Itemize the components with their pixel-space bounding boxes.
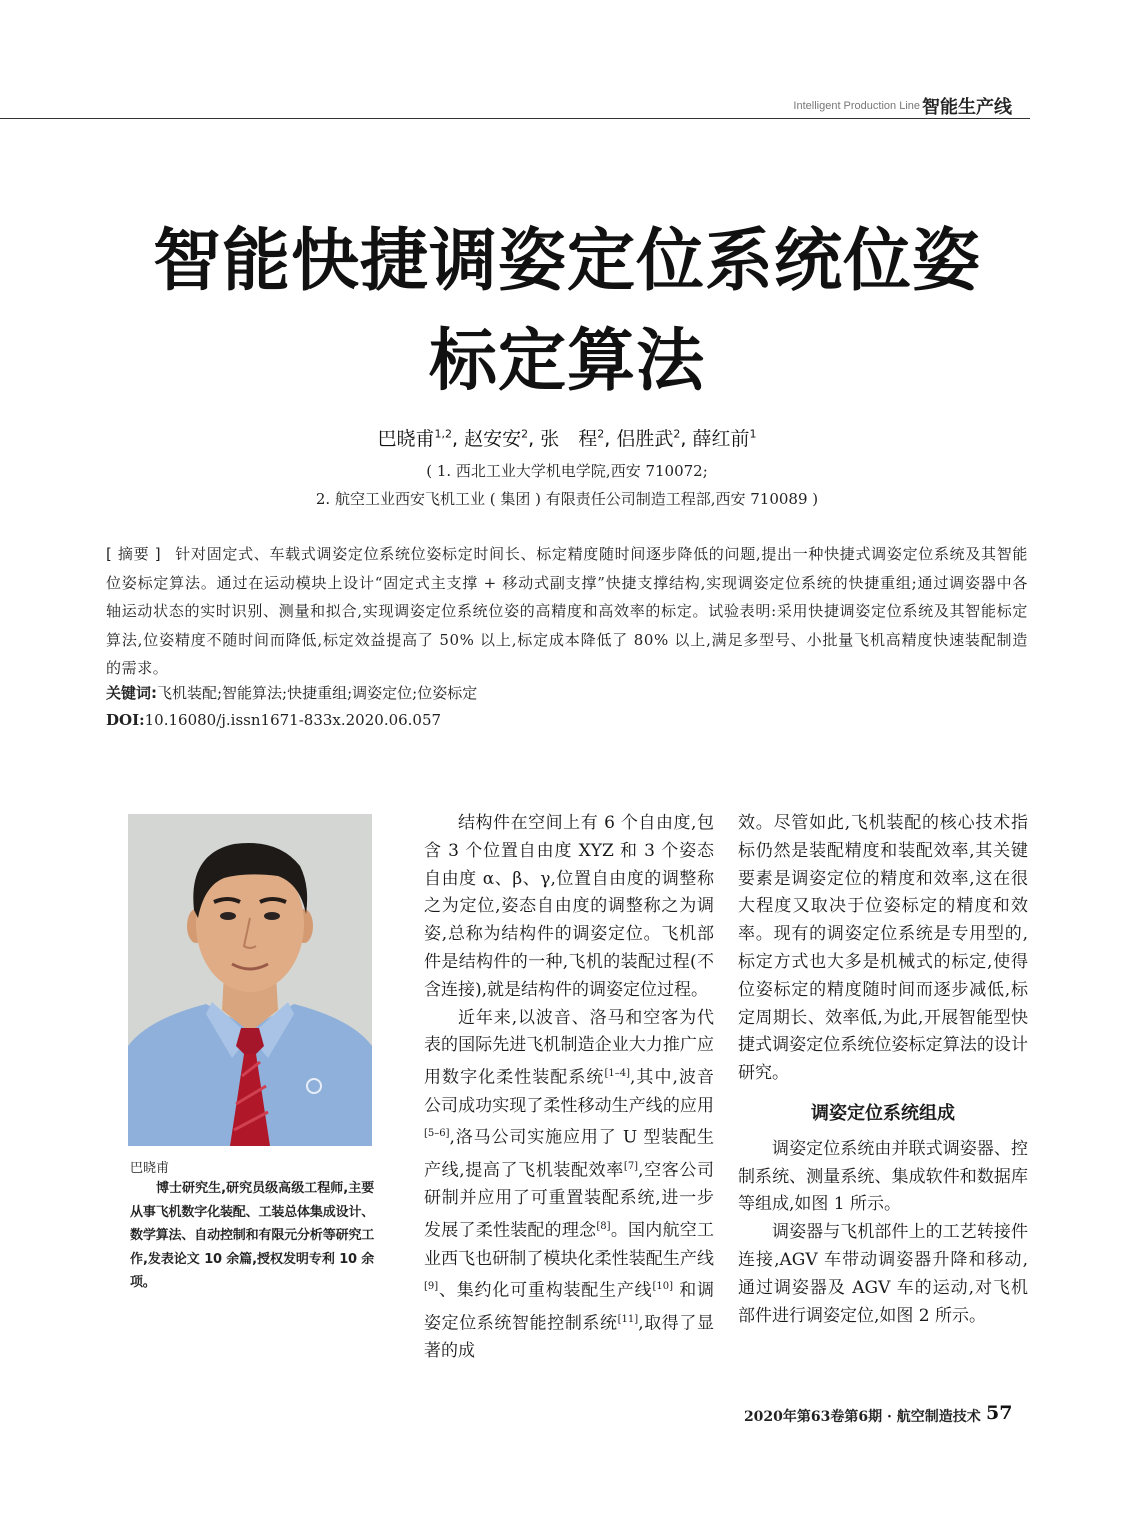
citation: [10] (652, 1281, 674, 1293)
affiliation-line-2: 2. 航空工业西安飞机工业 ( 集团 ) 有限责任公司制造工程部,西安 710089 ) (315, 490, 819, 508)
body-text-run: 近年来,以波音、洛马和空客为代表的国际先进飞机制造企业大力推广应用数字化柔性装配系统 (424, 1007, 714, 1088)
keywords-text: 飞机装配;智能算法;快捷重组;调姿定位;位姿标定 (157, 684, 478, 702)
article-title-line-2: 标定算法 (428, 322, 705, 401)
keywords-label: 关键词: (106, 684, 157, 702)
body-text-run: 和调姿定位系统智能控制系统 (424, 1281, 715, 1334)
author-name: 薛红前 (692, 428, 750, 450)
citation: [5–6] (424, 1128, 450, 1140)
citation: [1–4] (604, 1068, 630, 1080)
body-paragraph: 结构件在空间上有 6 个自由度,包含 3 个位置自由度 XYZ 和 3 个姿态自由度 α、β、γ,位置自由度的调整称之为定位,姿态自由度的调整称之为调姿,总称为结构件的调姿定位。飞机部件是结构件的一种,飞机的装配过程(不含连接),就是结构件的调姿定位过程。 (424, 813, 714, 1000)
header-rule (0, 118, 1030, 119)
running-header-chinese: 智能生产线 (922, 97, 1012, 118)
body-text-run: 。国内航空工业西飞也研制了模块化柔性装配生产线 (424, 1220, 715, 1269)
keywords (106, 682, 1028, 703)
author-name: 赵安安 (464, 428, 522, 450)
author-affiliation-mark: 2 (673, 427, 681, 441)
footer-issue (700, 1406, 1010, 1426)
author-affiliation-mark: 2 (597, 427, 605, 441)
author-name: 巴晓甫 (377, 428, 435, 450)
affiliation-line-1: ( 1. 西北工业大学机电学院,西安 710072; (426, 462, 708, 480)
doi-text: 10.16080/j.issn1671-833x.2020.06.057 (144, 711, 442, 729)
footer-issue-text: 2020年第63卷第6期 · 航空制造技术 (743, 1409, 981, 1425)
body-text-run: ,取得了显著的成 (424, 1313, 715, 1362)
author-name: 侣胜武 (616, 428, 674, 450)
author-affiliation-mark: 2 (521, 427, 529, 441)
doi-label: DOI: (106, 711, 145, 729)
bio-text: 博士研究生,研究员级高级工程师,主要从事飞机数字化装配、工装总体集成设计、数学算法、自动控制和有限元分析等研究工作,发表论文 10 余篇,授权发明专利 10 余项。 (130, 1181, 374, 1290)
author-name: 张 程 (540, 428, 598, 450)
section-heading: 调姿定位系统组成 (811, 1102, 955, 1124)
page-number: 57 (986, 1402, 1013, 1424)
body-paragraph: 调姿器与飞机部件上的工艺转接件连接,AGV 车带动调姿器升降和移动,通过调姿器及 AGV 车的运动,对飞机部件进行调姿定位,如图 2 所示。 (738, 1222, 1028, 1326)
abstract-label: [ 摘要 ] (106, 545, 162, 563)
body-column-2 (738, 810, 1028, 1330)
body-text-run: ,其中,波音公司成功实现了柔性移动生产线的应用 (424, 1067, 714, 1116)
body-text-run: ,洛马公司实施应用了 U 型装配生产线,提高了飞机装配效率 (424, 1128, 714, 1181)
author-photo (128, 814, 372, 1146)
citation: [8] (596, 1221, 611, 1233)
body-text-run: ,空客公司研制并应用了可重置装配系统,进一步发展了柔性装配的理念 (424, 1160, 715, 1241)
abstract (106, 540, 1028, 683)
doi (106, 711, 1028, 729)
body-text-run: 、集约化可重构装配生产线 (438, 1281, 653, 1302)
author-affiliation-mark: 1,2 (434, 427, 453, 441)
citation: [7] (623, 1160, 639, 1172)
body-paragraph: 调姿定位系统由并联式调姿器、控制系统、测量系统、集成软件和数据库等组成,如图 1 所示。 (738, 1138, 1028, 1215)
running-header-english: Intelligent Production Line (793, 100, 920, 112)
body-paragraph (424, 1005, 714, 1367)
body-paragraph-continued: 效。尽管如此,飞机装配的核心技术指标仍然是装配精度和装配效率,其关键要素是调姿定位的精度和效率,这在很大程度又取决于位姿标定的精度和效率。现有的调姿定位系统是专用型的,标定方式也大多是机械式的标定,使得位姿标定的精度随时间而逐步减低,标定周期长、效率低,为此,开展智能型快捷式调姿定位系统位姿标定算法的设计研究。 (738, 813, 1028, 1084)
bio-name: 巴晓甫 (130, 1161, 170, 1176)
abstract-text: 针对固定式、车载式调姿定位系统位姿标定时间长、标定精度随时间逐步降低的问题,提出一种快捷式调姿定位系统及其智能位姿标定算法。通过在运动模块上设计“固定式主支撑 + 移动式副支撑”快捷支撑结构,实现调姿定位系统的快捷重组;通过调姿器中各轴运动状态的实时识别、测量和拟合,实现调姿定位系统位姿的高精度和高效率的标定。试验表明:采用快捷调姿定位系统及其智能标定算法,位姿精度不随时间而降低,标定效益提高了 50% 以上,标定成本降低了 80% 以上,满足多型号、小批量飞机高精度快速装配制造的需求。 (106, 545, 1029, 677)
author-affiliation-mark: 1 (749, 427, 757, 441)
article-title-line-1: 智能快捷调姿定位系统位姿 (152, 222, 981, 301)
author-list: 巴晓甫$^{1,2}$, 赵安安$^2$, 张 程$^2$, 侣胜武$^2$, 薛红前$^1$ (377, 427, 757, 450)
citation: [11] (617, 1313, 639, 1325)
body-column-1 (424, 810, 714, 1366)
citation: [9] (424, 1281, 439, 1293)
